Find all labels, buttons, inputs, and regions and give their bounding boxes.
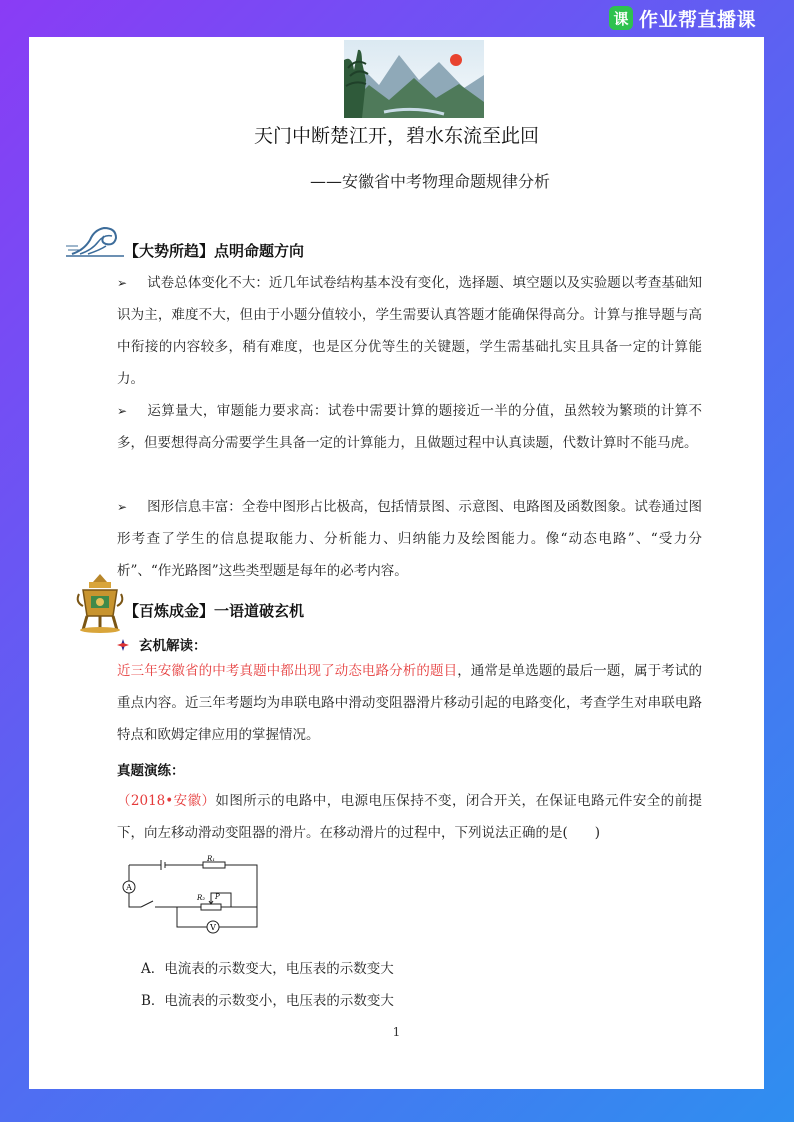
circuit-diagram: [121, 855, 261, 937]
question-source: （2018•安徽）: [117, 793, 216, 809]
brand-logo-icon: 课: [609, 6, 633, 30]
treasure-cauldron-icon: [75, 572, 125, 634]
page-title: 天门中断楚江开，碧水东流至此回: [253, 125, 539, 147]
page-subtitle: ——安徽省中考物理命题规律分析: [310, 172, 551, 191]
section-heading-practice: 【百炼成金】一语道破玄机: [124, 602, 305, 620]
arrow-bullet-icon: ➢: [117, 276, 128, 290]
page-number: 1: [392, 1025, 401, 1039]
analysis-highlight: 近三年安徽省的中考真题中都出现了动态电路分析的题目: [117, 663, 458, 679]
document-page: [29, 37, 764, 1089]
r1-label: R₁: [207, 855, 216, 863]
brand-name: 作业帮直播课: [638, 8, 756, 31]
arrow-bullet-icon: ➢: [117, 404, 128, 418]
trend-item-3: ➢ 图形信息丰富：全卷中图形占比极高，包括情景图、示意图、电路图及函数图象。试卷通过图形考查了学生的信息提取能力、分析能力、归纳能力及绘图能力。像“动态电路”、“受力分析”、“作光路图”这些类型题是每年的必考内容。: [117, 499, 702, 579]
diamond-bullet-icon: [117, 639, 129, 651]
option-a: A．电流表的示数变大，电压表的示数变大: [141, 961, 394, 977]
section-heading-trends: 【大势所趋】点明命题方向: [124, 242, 305, 260]
wave-icon: [64, 220, 126, 260]
brand-header: [609, 4, 756, 32]
option-b: B．电流表的示数变小，电压表的示数变大: [141, 993, 394, 1009]
trend-item-1: ➢ 试卷总体变化不大：近几年试卷结构基本没有变化，选择题、填空题以及实验题以考查基础知识为主，难度不大，但由于小题分值较小，学生需要认真答题才能确保得高分。计算与推导题与高中衔接的内容较多，稍有难度，也是区分优等生的关键题，学生需基础扎实且具备一定的计算能力。: [117, 275, 702, 387]
landscape-illustration: [344, 40, 484, 118]
analysis-paragraph: 近三年安徽省的中考真题中都出现了动态电路分析的题目，通常是单选题的最后一题，属于考试的重点内容。近三年考题均为串联电路中滑动变阻器滑片移动引起的电路变化，考查学生对串联电路特点和欧姆定律应用的掌握情况。: [117, 663, 703, 743]
practice-label: 真题演练：: [117, 763, 185, 779]
arrow-bullet-icon: ➢: [117, 500, 128, 514]
voltmeter-label: V: [210, 923, 216, 932]
ammeter-label: A: [126, 883, 132, 892]
analysis-label: 玄机解读：: [117, 634, 207, 654]
r2-label: R₂: [197, 894, 206, 902]
question-paragraph: （2018•安徽）如图所示的电路中，电源电压保持不变，闭合开关，在保证电路元件安全的前提下，向左移动滑动变阻器的滑片。在移动滑片的过程中，下列说法正确的是( ): [117, 793, 703, 841]
trend-item-2: ➢ 运算量大，审题能力要求高：试卷中需要计算的题接近一半的分值，虽然较为繁琐的计算不多，但要想得高分需要学生具备一定的计算能力，且做题过程中认真读题，代数计算时不能马虎。: [117, 403, 702, 451]
slider-p-label: P: [215, 893, 220, 901]
